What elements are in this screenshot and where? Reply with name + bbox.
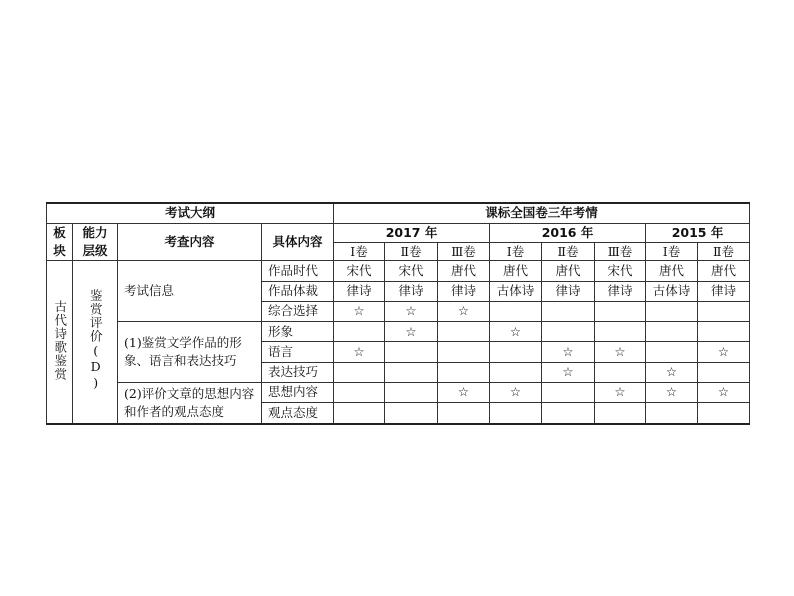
table-cell: 宋代 bbox=[385, 261, 438, 281]
star-cell bbox=[595, 403, 646, 424]
table-cell: 律诗 bbox=[698, 281, 750, 301]
table-cell: 唐代 bbox=[698, 261, 750, 281]
star-cell: ☆ bbox=[334, 301, 385, 321]
star-cell bbox=[595, 322, 646, 342]
star-cell bbox=[385, 362, 438, 382]
year-2017: 2017 年 bbox=[334, 224, 490, 243]
item-label: 作品体裁 bbox=[262, 281, 334, 301]
star-cell bbox=[542, 301, 595, 321]
paper-header: Ⅰ卷 bbox=[334, 243, 385, 261]
star-cell bbox=[334, 322, 385, 342]
star-cell bbox=[334, 383, 385, 403]
table-cell: 古体诗 bbox=[490, 281, 542, 301]
paper-header: Ⅲ卷 bbox=[595, 243, 646, 261]
star-cell bbox=[490, 301, 542, 321]
item-label: 作品时代 bbox=[262, 261, 334, 281]
table-cell: 唐代 bbox=[542, 261, 595, 281]
star-cell bbox=[646, 403, 698, 424]
table-cell: 律诗 bbox=[385, 281, 438, 301]
exam-analysis-table bbox=[46, 202, 750, 425]
star-cell bbox=[542, 403, 595, 424]
star-cell: ☆ bbox=[698, 383, 750, 403]
star-cell: ☆ bbox=[542, 362, 595, 382]
star-cell: ☆ bbox=[595, 342, 646, 362]
item-label: 思想内容 bbox=[262, 383, 334, 403]
table-row bbox=[47, 322, 750, 342]
outline-header: 考试大纲 bbox=[47, 203, 334, 224]
star-cell: ☆ bbox=[646, 362, 698, 382]
star-cell bbox=[490, 403, 542, 424]
star-cell: ☆ bbox=[542, 342, 595, 362]
star-cell bbox=[438, 403, 490, 424]
star-cell bbox=[385, 403, 438, 424]
table-cell: 律诗 bbox=[438, 281, 490, 301]
item-label: 表达技巧 bbox=[262, 362, 334, 382]
ability-cell bbox=[73, 261, 118, 424]
table-cell: 宋代 bbox=[595, 261, 646, 281]
star-cell bbox=[698, 301, 750, 321]
ability-name: 鉴赏评价(D) bbox=[88, 289, 104, 392]
star-cell: ☆ bbox=[490, 322, 542, 342]
group-exam-info: 考试信息 bbox=[118, 261, 262, 322]
star-cell: ☆ bbox=[646, 383, 698, 403]
table-cell: 律诗 bbox=[595, 281, 646, 301]
star-cell bbox=[490, 342, 542, 362]
paper-header: Ⅱ卷 bbox=[542, 243, 595, 261]
section-header-text: 板块 bbox=[53, 225, 66, 259]
paper-header: Ⅰ卷 bbox=[490, 243, 542, 261]
section-name: 古代诗歌鉴赏 bbox=[52, 299, 68, 381]
group-evaluation: (2)评价文章的思想内容和作者的观点态度 bbox=[118, 383, 262, 424]
table-cell: 宋代 bbox=[334, 261, 385, 281]
paper-header: Ⅲ卷 bbox=[438, 243, 490, 261]
star-cell bbox=[385, 342, 438, 362]
table-cell: 唐代 bbox=[646, 261, 698, 281]
star-cell bbox=[595, 362, 646, 382]
star-cell bbox=[438, 342, 490, 362]
group-appreciation: (1)鉴赏文学作品的形象、语言和表达技巧 bbox=[118, 322, 262, 383]
item-label: 语言 bbox=[262, 342, 334, 362]
star-cell bbox=[490, 362, 542, 382]
table-cell: 律诗 bbox=[334, 281, 385, 301]
paper-header: Ⅱ卷 bbox=[698, 243, 750, 261]
star-cell: ☆ bbox=[334, 342, 385, 362]
star-cell: ☆ bbox=[595, 383, 646, 403]
table-cell: 律诗 bbox=[542, 281, 595, 301]
paper-header: Ⅰ卷 bbox=[646, 243, 698, 261]
star-cell: ☆ bbox=[698, 342, 750, 362]
star-cell bbox=[438, 322, 490, 342]
paper-header: Ⅱ卷 bbox=[385, 243, 438, 261]
table-cell: 古体诗 bbox=[646, 281, 698, 301]
table-cell: 唐代 bbox=[438, 261, 490, 281]
item-label: 观点态度 bbox=[262, 403, 334, 424]
star-cell bbox=[646, 342, 698, 362]
year-2015: 2015 年 bbox=[646, 224, 750, 243]
year-2016: 2016 年 bbox=[490, 224, 646, 243]
specific-header: 具体内容 bbox=[262, 224, 334, 261]
star-cell: ☆ bbox=[385, 301, 438, 321]
star-cell bbox=[595, 301, 646, 321]
star-cell bbox=[542, 322, 595, 342]
star-cell bbox=[646, 322, 698, 342]
star-cell: ☆ bbox=[490, 383, 542, 403]
star-cell bbox=[542, 383, 595, 403]
ability-header-text: 能力层级 bbox=[82, 225, 108, 259]
star-cell: ☆ bbox=[385, 322, 438, 342]
star-cell: ☆ bbox=[438, 383, 490, 403]
section-cell bbox=[47, 261, 73, 424]
star-cell bbox=[438, 362, 490, 382]
star-cell bbox=[698, 403, 750, 424]
star-cell bbox=[334, 362, 385, 382]
star-cell bbox=[698, 322, 750, 342]
exam-situation-header: 课标全国卷三年考情 bbox=[334, 203, 750, 224]
star-cell bbox=[385, 383, 438, 403]
star-cell: ☆ bbox=[438, 301, 490, 321]
ability-header bbox=[73, 224, 118, 261]
content-header: 考查内容 bbox=[118, 224, 262, 261]
section-header bbox=[47, 224, 73, 261]
table-row bbox=[47, 261, 750, 281]
table-cell: 唐代 bbox=[490, 261, 542, 281]
item-label: 形象 bbox=[262, 322, 334, 342]
star-cell bbox=[334, 403, 385, 424]
star-cell bbox=[646, 301, 698, 321]
star-cell bbox=[698, 362, 750, 382]
table-row bbox=[47, 383, 750, 403]
item-label: 综合选择 bbox=[262, 301, 334, 321]
